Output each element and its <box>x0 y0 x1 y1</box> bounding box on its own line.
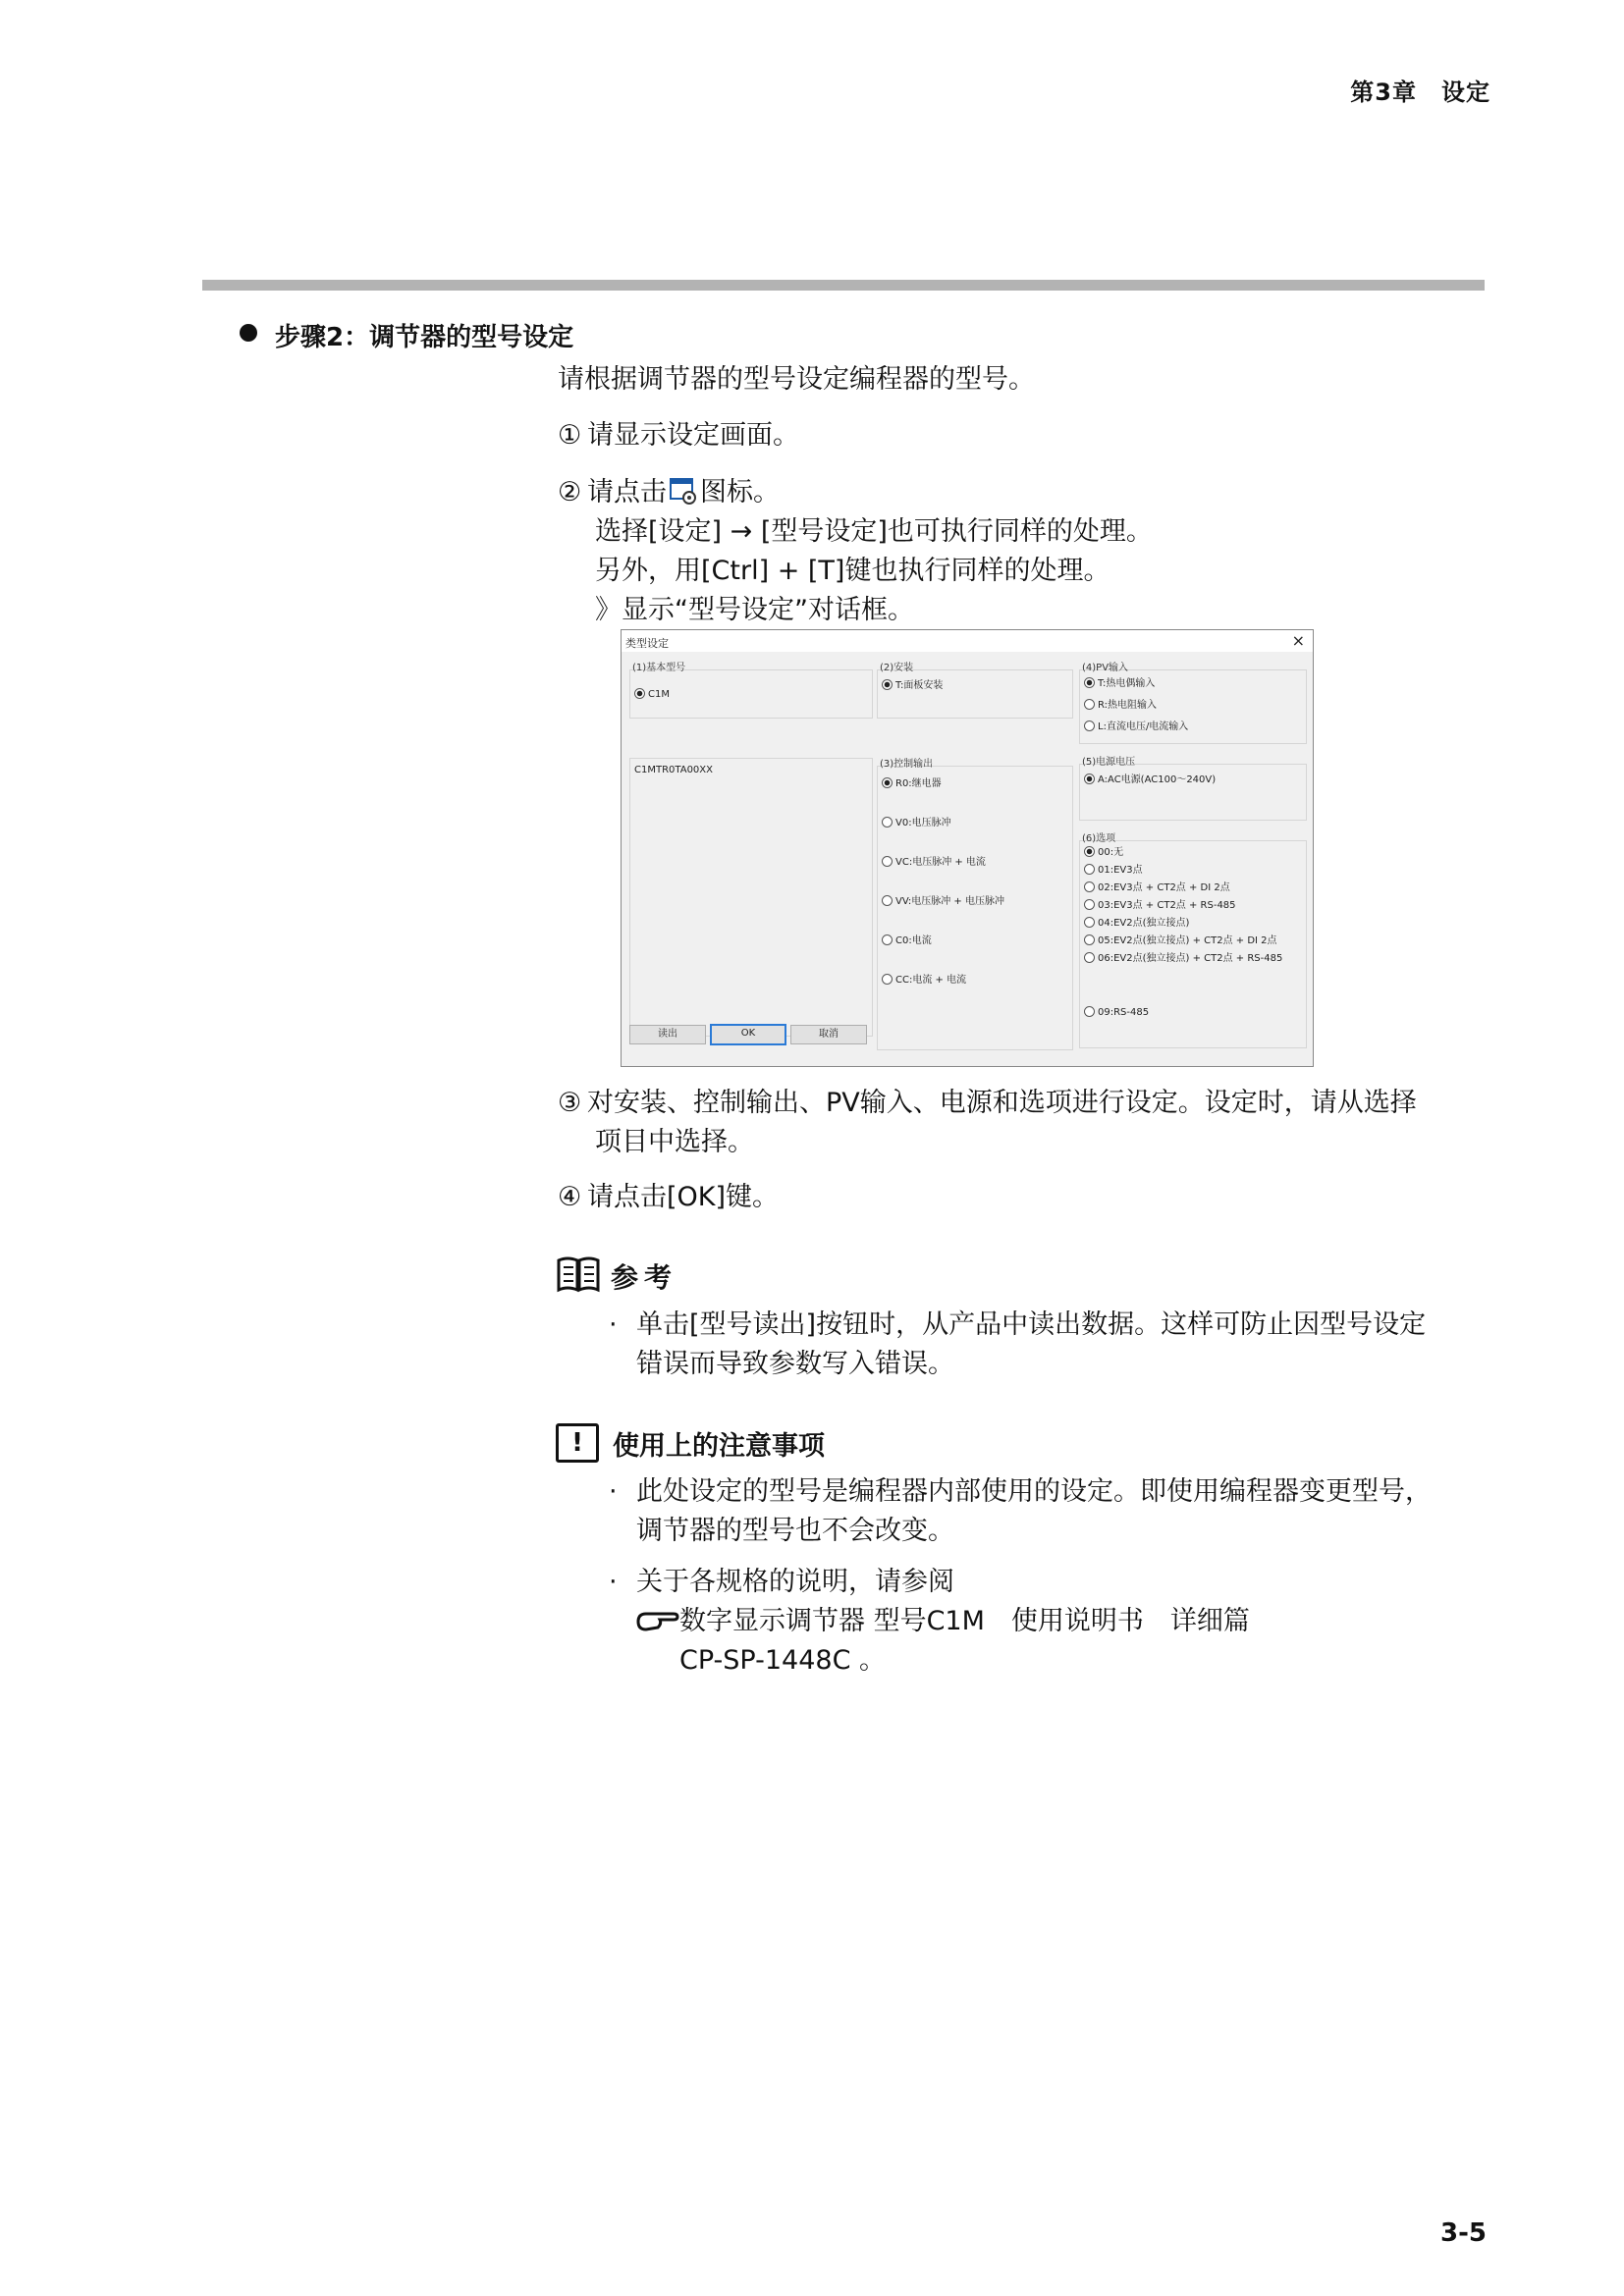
group-label: (2)安装 <box>880 663 914 673</box>
control-output-group <box>877 759 1073 1050</box>
pv-radio[interactable]: T:热电偶输入 <box>1084 674 1155 689</box>
basic-model-radio[interactable]: C1M <box>634 688 670 700</box>
model-setting-dialog <box>621 629 1314 1067</box>
reference-document: 数字显示调节器 型号C1M 使用说明书 详细篇 <box>679 1606 1250 1636</box>
basic-model-group <box>629 663 873 719</box>
intro-text: 请根据调节器的型号设定编程器的型号。 <box>558 364 1035 395</box>
page-number: 3-5 <box>1440 2218 1487 2248</box>
chapter-title: 第3章 设定 <box>1350 79 1490 106</box>
dialog-title: 类型设定 <box>625 637 669 650</box>
step-heading: 步骤2：调节器的型号设定 <box>275 323 574 352</box>
model-code: C1MTR0TA00XX <box>634 765 713 775</box>
step-item-2 <box>558 473 1153 630</box>
option-radio[interactable]: 02:EV3点 + CT2点 + DI 2点 <box>1084 879 1230 893</box>
pv-radio[interactable]: L:直流电压/电流输入 <box>1084 718 1188 732</box>
item-text: 对安装、控制输出、PV输入、电源和选项进行设定。设定时，请从选择 <box>587 1088 1417 1118</box>
document-number: CP-SP-1448C 。 <box>679 1645 887 1676</box>
cancel-button[interactable]: 取消 <box>790 1025 867 1044</box>
dialog-titlebar <box>622 630 1313 652</box>
mount-radio[interactable]: T:面板安装 <box>882 676 943 691</box>
step-item-3 <box>558 1084 1417 1162</box>
option-group <box>1079 833 1307 1048</box>
pv-radio[interactable]: R:热电阻输入 <box>1084 696 1157 711</box>
bullet-icon <box>240 324 257 342</box>
group-label: (3)控制输出 <box>880 759 934 770</box>
item-text: 请点击[OK]键。 <box>587 1182 780 1212</box>
mounting-group <box>877 663 1073 719</box>
option-radio[interactable]: 00:无 <box>1084 843 1123 858</box>
item-number: ② <box>558 477 582 507</box>
reference-note <box>609 1306 1426 1384</box>
control-radio[interactable]: VC:电压脉冲 + 电流 <box>882 853 986 868</box>
step-item-4 <box>558 1178 779 1217</box>
power-radio[interactable]: A:AC电源(AC100～240V) <box>1084 771 1216 785</box>
caution-note-2 <box>609 1563 1250 1681</box>
option-radio[interactable]: 03:EV3点 + CT2点 + RS-485 <box>1084 896 1236 911</box>
close-icon[interactable]: × <box>1291 631 1305 650</box>
bullet-dot: · <box>609 1309 618 1340</box>
item-number: ① <box>558 420 582 451</box>
pv-input-group <box>1079 663 1307 744</box>
step-item-1 <box>558 416 799 455</box>
model-settings-icon <box>669 476 698 506</box>
item-text: 》显示“型号设定”对话框。 <box>595 595 914 625</box>
item-text: 项目中选择。 <box>595 1127 754 1157</box>
caution-icon: ! <box>556 1423 599 1463</box>
read-button[interactable]: 读出 <box>629 1025 706 1044</box>
ok-button[interactable]: OK <box>710 1024 786 1045</box>
item-text: 图标。 <box>700 477 780 507</box>
control-radio[interactable]: R0:继电器 <box>882 774 942 789</box>
bullet-dot: · <box>609 1567 618 1597</box>
note-text: 调节器的型号也不会改变。 <box>636 1516 954 1546</box>
note-text: 关于各规格的说明，请参阅 <box>636 1567 954 1597</box>
item-text: 选择[设定] → [型号设定]也可执行同样的处理。 <box>595 516 1153 547</box>
note-text: 错误而导致参数写入错误。 <box>636 1349 954 1379</box>
option-radio[interactable]: 01:EV3点 <box>1084 861 1143 876</box>
bullet-dot: · <box>609 1476 618 1507</box>
item-number: ④ <box>558 1182 582 1212</box>
item-text: 另外，用[Ctrl] + [T]键也执行同样的处理。 <box>595 556 1110 586</box>
section-divider <box>202 280 1485 291</box>
group-label: (4)PV输入 <box>1082 663 1129 673</box>
option-radio[interactable]: 05:EV2点(独立接点) + CT2点 + DI 2点 <box>1084 932 1277 946</box>
model-code-box <box>629 758 873 1037</box>
power-supply-group <box>1079 757 1307 821</box>
control-radio[interactable]: V0:电压脉冲 <box>882 814 951 828</box>
control-radio[interactable]: C0:电流 <box>882 932 932 946</box>
group-label: (5)电源电压 <box>1082 757 1136 768</box>
control-radio[interactable]: CC:电流 + 电流 <box>882 971 966 986</box>
option-radio[interactable]: 09:RS-485 <box>1084 1006 1149 1018</box>
option-radio[interactable]: 04:EV2点(独立接点) <box>1084 914 1189 929</box>
pointing-hand-icon <box>636 1608 679 1633</box>
item-number: ③ <box>558 1088 582 1118</box>
note-text: 单击[型号读出]按钮时，从产品中读出数据。这样可防止因型号设定 <box>636 1309 1427 1340</box>
option-radio[interactable]: 06:EV2点(独立接点) + CT2点 + RS-485 <box>1084 949 1282 964</box>
caution-note-1 <box>609 1472 1432 1551</box>
caution-heading: 使用上的注意事项 <box>613 1431 825 1462</box>
note-text: 此处设定的型号是编程器内部使用的设定。即使用编程器变更型号， <box>636 1476 1432 1507</box>
control-radio[interactable]: VV:电压脉冲 + 电压脉冲 <box>882 892 1004 907</box>
group-label: (1)基本型号 <box>632 663 686 673</box>
item-text: 请点击 <box>587 477 667 507</box>
group-label: (6)选项 <box>1082 833 1116 844</box>
book-icon <box>556 1255 601 1294</box>
reference-heading: 参考 <box>611 1261 678 1294</box>
item-text: 请显示设定画面。 <box>587 420 799 451</box>
